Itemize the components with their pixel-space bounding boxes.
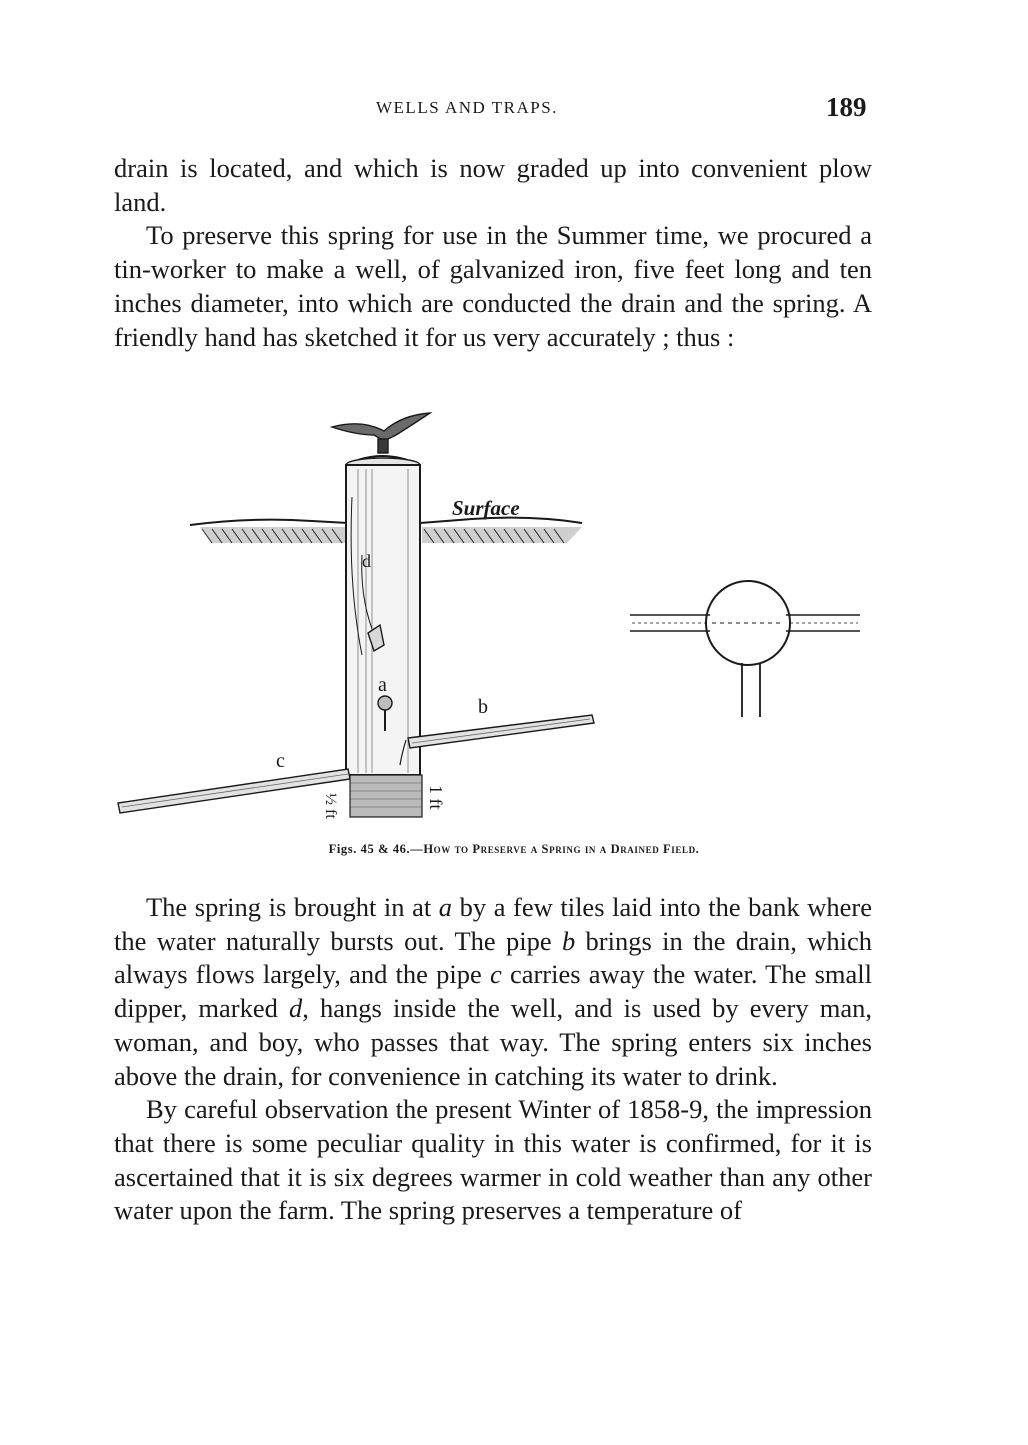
ref-a: a	[438, 892, 453, 922]
ref-b: b	[561, 925, 576, 956]
figure-well-diagram	[112, 405, 882, 835]
figure-caption	[0, 842, 1028, 857]
ground-surface-left	[190, 520, 348, 543]
label-one-ft: 1 ft	[426, 785, 446, 810]
paragraph-preserve-spring: To preserve this spring for use in the Summer time, we procured a tin-worker to make a well, of galvanized iron, five feet long and ten inches diameter, into which are conducted the drain and the spring. A friendly hand has sketched it for us very accurately ; thus :	[114, 220, 872, 352]
paragraph-spring-description: The spring is brought in at a by a few tiles laid into the bank where the water naturally bursts out. The pipe b brings in the drain, which always flows largely, and the pipe c carries away the water. The small dipper, marked d, hangs inside the well, and is used by every man, woman, and boy, who passes that way. The spring enters six inches above the drain, for convenience in catching its water to drink.	[114, 892, 873, 1091]
paragraph-winter-observation: By careful observation the present Winter of 1858-9, the impression that there is some peculiar quality in this water is confirmed, for it is ascertained that it is six degrees warmer in cold weather than any other water upon the farm. The spring preserves a temperature of	[114, 1094, 872, 1226]
well-cylinder	[346, 456, 420, 775]
page-header	[0, 92, 1028, 128]
label-c: c	[276, 750, 285, 772]
ref-c: c	[489, 959, 502, 990]
ref-d: d	[288, 993, 303, 1024]
caption-title: How to Preserve a Spring in a Drained Field.	[423, 842, 700, 856]
text-block-bottom	[114, 891, 872, 1228]
pipe-c	[118, 769, 350, 813]
label-half-ft: ½ ft	[322, 793, 339, 819]
page-number: 189	[826, 92, 867, 122]
paragraph-continuation: drain is located, and which is now graded up into convenient plow land.	[114, 153, 872, 217]
text-block-top	[114, 152, 872, 354]
running-head: WELLS AND TRAPS.	[376, 98, 558, 117]
label-a: a	[378, 674, 387, 696]
label-d: d	[362, 551, 371, 571]
plan-view-diagram	[630, 581, 860, 717]
caption-prefix: Figs. 45 & 46.—	[328, 842, 424, 856]
eagle-finial-icon	[332, 413, 430, 453]
label-surface: Surface	[452, 496, 520, 520]
ground-surface-right	[420, 518, 582, 543]
label-b: b	[478, 696, 488, 718]
well-base	[350, 775, 422, 817]
pipe-b	[400, 715, 594, 765]
well-diagram-svg	[112, 405, 882, 835]
